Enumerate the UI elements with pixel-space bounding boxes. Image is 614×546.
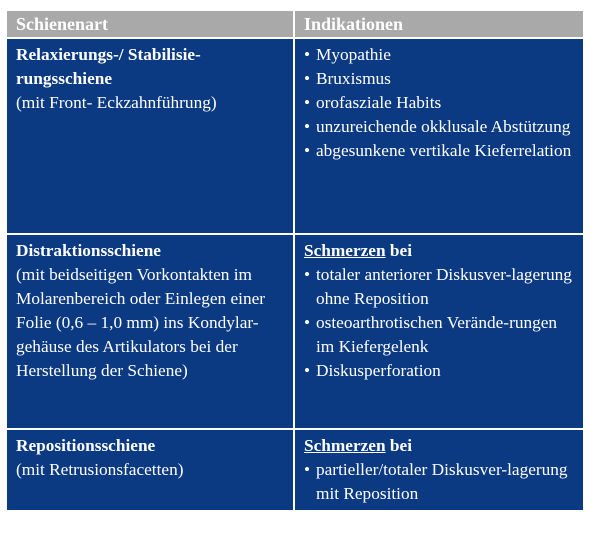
list-item: • abgesunkene vertikale Kieferrelation [304,139,575,163]
table-row [7,430,583,510]
header-row [7,11,583,37]
list-item: • Diskusperforation [304,359,575,383]
indication-table [5,9,585,512]
indication-lead [304,434,575,458]
indication-lead-underlined: Schmerzen [304,241,386,260]
splint-cell [7,39,293,233]
splint-name: Repositionsschiene [16,436,156,455]
indication-cell [295,430,583,510]
list-item: • totaler anteriorer Diskusver-lagerung ohne Reposition [304,263,575,311]
indication-list [304,458,575,506]
list-item: • unzureichende okklusale Abstützung [304,115,575,139]
header-splint-type: Schienenart [7,11,293,37]
indication-lead-rest: bei [385,241,412,260]
indication-cell [295,235,583,428]
splint-name-line: rungsschiene [16,69,113,88]
splint-description: (mit beidseitigen Vorkontakten im Molarenbereich oder Einlegen einer Folie (0,6 – 1,0 mm) ins Kondylar-gehäuse des Artikulators bei der Herstellung der Schiene) [16,265,266,380]
indication-table-frame [5,9,581,512]
splint-cell [7,235,293,428]
splint-description: (mit Front- Eckzahnführung) [16,93,217,112]
list-item: • osteoarthrotischen Verände-rungen im Kiefergelenk [304,311,575,359]
list-item: • Myopathie [304,43,575,67]
list-item: • orofasziale Habits [304,91,575,115]
indication-cell [295,39,583,233]
list-item: • partieller/totaler Diskusver-lagerung mit Reposition [304,458,575,506]
list-item: • Bruxismus [304,67,575,91]
indication-list [304,263,575,383]
header-indications: Indikationen [295,11,583,37]
indication-lead [304,239,575,263]
indication-lead-rest: bei [385,436,412,455]
splint-name: Distraktionsschiene [16,241,161,260]
splint-name-line: Relaxierungs-/ Stabilisie- [16,45,201,64]
splint-name [16,43,285,91]
splint-description: (mit Retrusionsfacetten) [16,460,184,479]
indication-lead-underlined: Schmerzen [304,436,386,455]
splint-cell [7,430,293,510]
indication-list [304,43,575,163]
table-row [7,235,583,428]
table-row [7,39,583,233]
